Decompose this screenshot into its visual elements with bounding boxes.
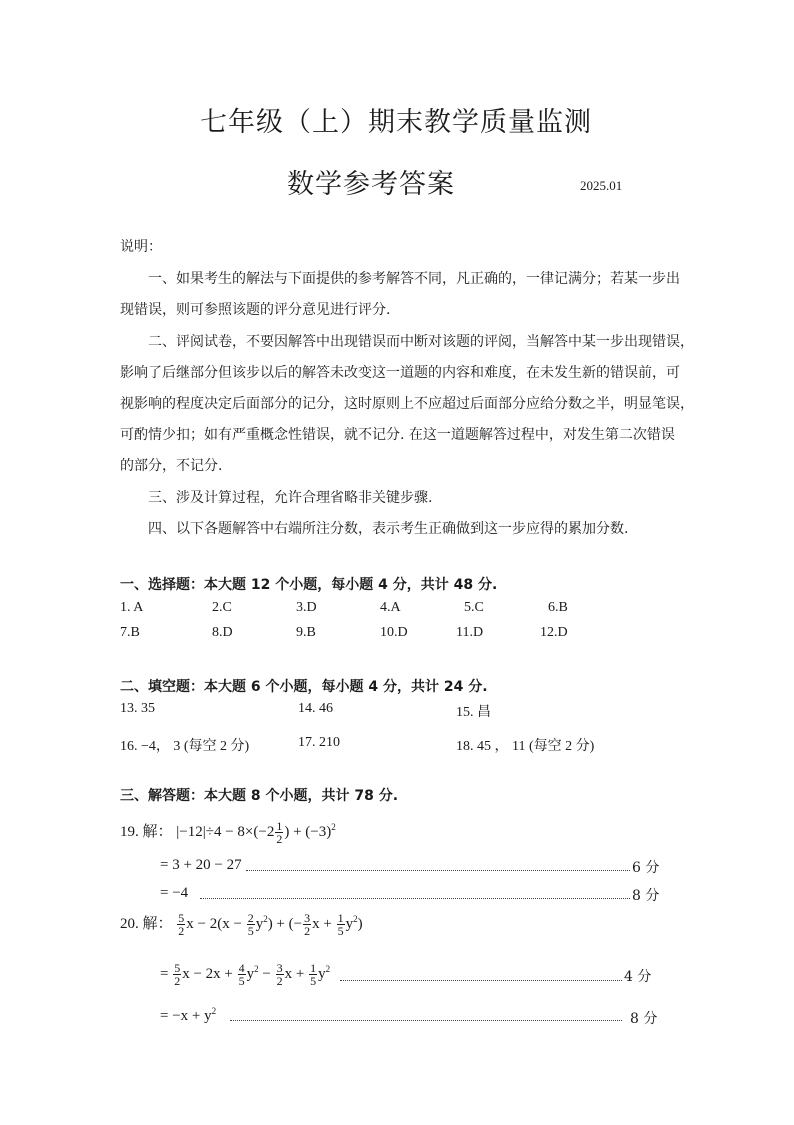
note-paragraph-2-line-3: 视影响的程度决定后面部分的记分，这时原则上不应超过后面部分应给分数之半，明显笔误， — [120, 396, 694, 412]
q19-score-2: 8 分 — [632, 888, 660, 904]
answer-14: 14. 46 — [298, 701, 333, 716]
q20-l2-term-3: − — [258, 965, 275, 982]
q19-leader-dots-1 — [246, 870, 630, 871]
q20-l1-exp-1: 2 — [263, 914, 268, 924]
answer-3: 3.D — [296, 600, 317, 615]
q20-l2-frac-3-num: 3 — [276, 961, 283, 975]
q20-l2-frac-4-num: 1 — [310, 961, 317, 975]
q20-l1-frac-1-den: 2 — [178, 924, 185, 939]
q20-l1-exp-2: 2 — [353, 914, 358, 924]
q19-score-1: 6 分 — [632, 860, 660, 876]
q20-l1-frac-4-num: 1 — [337, 911, 344, 926]
q20-l3-term-1: = −x + y — [160, 1008, 212, 1024]
question-19-label: 19. 解： — [120, 824, 173, 840]
q20-l2-frac-2-num: 4 — [238, 961, 245, 975]
q20-l1-frac-1 — [177, 912, 185, 937]
q20-l1-frac-3-den: 2 — [304, 924, 311, 939]
page-title: 七年级（上）期末教学质量监测 — [200, 107, 592, 138]
q19-fraction-numerator: 1 — [276, 819, 283, 834]
page-subtitle: 数学参考答案 — [287, 169, 455, 200]
answer-9: 9.B — [296, 625, 316, 640]
q20-l1-frac-2 — [247, 912, 255, 937]
answer-11: 11.D — [456, 625, 484, 640]
note-paragraph-3: 三、涉及计算过程，允许合理省略非关键步骤. — [148, 490, 433, 506]
q19-step-2: = −4 — [160, 885, 189, 901]
q20-leader-dots-1 — [340, 980, 622, 981]
note-paragraph-4: 四、以下各题解答中右端所注分数，表示考生正确做到这一步应得的累加分数. — [148, 521, 629, 537]
q19-fraction — [275, 820, 283, 845]
q20-l2-frac-1-num: 5 — [174, 961, 181, 975]
q20-step-2 — [160, 1006, 216, 1025]
q20-l3-exp: 2 — [211, 1006, 217, 1016]
answer-13: 13. 35 — [120, 701, 155, 716]
date-label: 2025.01 — [580, 178, 623, 193]
q20-l1-frac-3 — [303, 912, 311, 937]
q19-exponent: 2 — [331, 822, 336, 832]
q20-l1-frac-2-den: 5 — [247, 924, 254, 939]
note-paragraph-2-line-2: 影响了后继部分但该步以后的解答未改变这一道题的内容和难度，在未发生新的错误前，可 — [120, 365, 680, 381]
q19-leader-dots-2 — [200, 898, 630, 899]
answer-4: 4.A — [380, 600, 401, 615]
q20-l2-frac-1 — [173, 962, 181, 987]
q20-l2-term-2: y — [246, 965, 255, 982]
answer-16: 16. −4， 3 (每空 2 分) — [120, 739, 250, 754]
section-1-heading: 一、选择题：本大题 12 个小题，每小题 4 分，共计 48 分. — [120, 577, 498, 593]
q20-l2-frac-3-den: 2 — [276, 974, 283, 988]
q19-expression-start: |−12|÷4 − 8×(−2 — [176, 824, 275, 840]
answer-18: 18. 45 ， 11 (每空 2 分) — [456, 739, 595, 754]
q20-l2-frac-1-den: 2 — [174, 974, 181, 988]
section-2-heading: 二、填空题：本大题 6 个小题，每小题 4 分，共计 24 分. — [120, 679, 488, 695]
answer-6: 6.B — [548, 600, 568, 615]
answer-1: 1. A — [120, 600, 144, 615]
q20-l2-exp-1: 2 — [254, 963, 259, 974]
q20-l2-frac-4 — [309, 962, 317, 987]
note-paragraph-1-line-2: 现错误，则可参照该题的评分意见进行评分. — [120, 302, 391, 318]
question-20-label: 20. 解： — [120, 916, 173, 932]
q20-step-1 — [160, 962, 330, 987]
q20-l2-equals: = — [160, 965, 173, 982]
q20-l2-frac-2 — [238, 962, 246, 987]
q20-leader-dots-2 — [230, 1020, 622, 1021]
answer-2: 2.C — [212, 600, 232, 615]
q20-l1-term-4: x + — [312, 916, 336, 932]
answer-17: 17. 210 — [298, 735, 340, 750]
q20-l1-term-2: y — [255, 916, 264, 932]
q20-l1-frac-1-num: 5 — [178, 911, 185, 926]
q20-l1-frac-4 — [337, 912, 345, 937]
q20-l2-term-4: x + — [284, 965, 309, 982]
q20-l2-term-1: x − 2x + — [182, 965, 237, 982]
q20-l1-term-1: x − 2(x − — [186, 916, 246, 932]
q20-l1-frac-2-num: 2 — [247, 911, 254, 926]
answer-12: 12.D — [540, 625, 568, 640]
q20-l2-frac-3 — [276, 962, 284, 987]
note-paragraph-2-line-5: 的部分，不记分. — [120, 458, 223, 474]
q19-expression-end: ) + (−3) — [284, 824, 332, 840]
q20-score-2: 8 分 — [630, 1011, 658, 1027]
q20-l1-term-3: ) + (− — [267, 916, 303, 932]
q20-l1-frac-3-num: 3 — [304, 911, 311, 926]
note-paragraph-1-line-1: 一、如果考生的解法与下面提供的参考解答不同，凡正确的，一律记满分；若某一步出 — [148, 271, 680, 287]
q20-l2-frac-4-den: 5 — [310, 974, 317, 988]
note-paragraph-2-line-1: 二、评阅试卷，不要因解答中出现错误而中断对该题的评阅，当解答中某一步出现错误， — [148, 334, 694, 350]
q20-l1-term-6: ) — [357, 916, 363, 932]
question-20 — [120, 912, 363, 937]
q19-step-1: = 3 + 20 − 27 — [160, 857, 242, 873]
answer-8: 8.D — [212, 625, 233, 640]
section-3-heading: 三、解答题：本大题 8 个小题，共计 78 分. — [120, 788, 399, 804]
q20-l2-frac-2-den: 5 — [238, 974, 245, 988]
answer-5: 5.C — [464, 600, 484, 615]
q20-l1-term-5: y — [345, 916, 354, 932]
notes-heading: 说明： — [120, 239, 162, 255]
note-paragraph-2-line-4: 可酌情少扣；如有严重概念性错误，就不记分. 在这一道题解答过程中，对发生第二次错误 — [120, 427, 675, 443]
answer-7: 7.B — [120, 625, 140, 640]
q20-l1-frac-4-den: 5 — [337, 924, 344, 939]
q20-l2-term-5: y — [318, 965, 326, 982]
answer-10: 10.D — [380, 625, 408, 640]
q20-l2-exp-2: 2 — [325, 963, 331, 974]
q20-score-1: 4 分 — [624, 969, 652, 985]
q19-fraction-denominator: 2 — [276, 832, 283, 847]
question-19 — [120, 820, 336, 845]
answer-15: 15. 昌 — [456, 705, 491, 720]
